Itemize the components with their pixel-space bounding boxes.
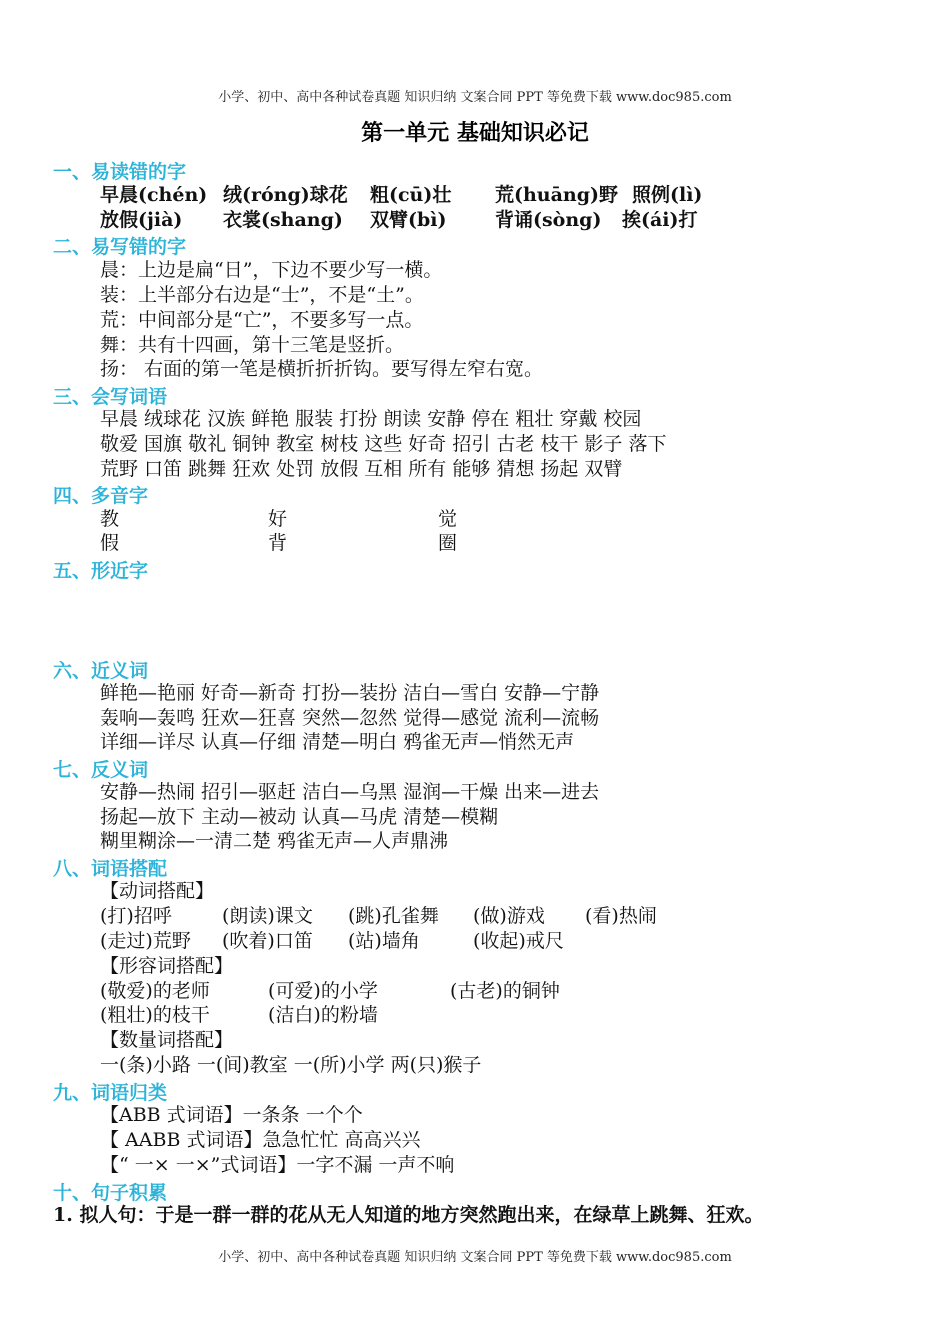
- section-heading-7: 七、反义词: [53, 759, 149, 781]
- text-line: 荒野 口笛 跳舞 狂欢 处罚 放假 互相 所有 能够 猜想 扬起 双臂: [100, 458, 623, 480]
- text-line: 装：上半部分右边是“士”，不是“土”。: [100, 284, 424, 306]
- text-line: 一(条)小路 一(间)教室 一(所)小学 两(只)猴子: [100, 1054, 482, 1076]
- text-line: 早晨 绒球花 汉族 鲜艳 服装 打扮 朗读 安静 停在 粗壮 穿戴 校园: [100, 408, 642, 430]
- text-line: 舞：共有十四画，第十三笔是竖折。: [100, 334, 405, 356]
- collocation-item: (敬爱)的老师: [100, 980, 210, 1002]
- collocation-item: (收起)戒尺: [473, 930, 564, 952]
- word-item: 背诵(sòng): [495, 209, 602, 231]
- section-heading-6: 六、近义词: [53, 660, 149, 682]
- section-heading-5: 五、形近字: [53, 560, 149, 582]
- collocation-item: (走过)荒野: [100, 930, 191, 952]
- collocation-item: (可爱)的小学: [268, 980, 378, 1002]
- section-heading-1: 一、易读错的字: [53, 161, 187, 183]
- page-footer: 小学、初中、高中各种试卷真题 知识归纳 文案合同 PPT 等免费下载 www.doc985.com: [218, 1250, 732, 1265]
- page-title: 第一单元 基础知识必记: [361, 121, 589, 146]
- text-line: 【ABB 式词语】一条条 一个个: [100, 1104, 363, 1126]
- collocation-item: (古老)的铜钟: [450, 980, 560, 1002]
- sentence-line: 1. 拟人句：于是一群一群的花从无人知道的地方突然跑出来，在绿草上跳舞、狂欢。: [53, 1204, 764, 1226]
- word-item: 早晨(chén): [100, 184, 208, 206]
- page-header: 小学、初中、高中各种试卷真题 知识归纳 文案合同 PPT 等免费下载 www.doc985.com: [218, 90, 732, 105]
- collocation-item: (站)墙角: [348, 930, 420, 952]
- polyphone-char: 圈: [438, 532, 458, 554]
- polyphone-char: 好: [268, 508, 288, 530]
- word-item: 双臂(bì): [370, 209, 447, 231]
- word-item: 挨(ái)打: [622, 209, 698, 231]
- section-heading-9: 九、词语归类: [53, 1082, 168, 1104]
- text-line: 详细—详尽 认真—仔细 清楚—明白 鸦雀无声—悄然无声: [100, 731, 575, 753]
- polyphone-char: 教: [100, 508, 120, 530]
- text-line: 扬： 右面的第一笔是横折折折钩。要写得左窄右宽。: [100, 358, 544, 380]
- word-item: 荒(huāng)野: [495, 184, 619, 206]
- text-line: 扬起—放下 主动—被动 认真—马虎 清楚—模糊: [100, 806, 499, 828]
- collocation-item: (吹着)口笛: [222, 930, 313, 952]
- word-item: 粗(cū)壮: [370, 184, 452, 206]
- text-line: 荒：中间部分是“亡”，不要多写一点。: [100, 309, 424, 331]
- word-item: 放假(jià): [100, 209, 183, 231]
- section-heading-4: 四、多音字: [53, 485, 149, 507]
- text-line: 晨：上边是扁“日”，下边不要少写一横。: [100, 259, 443, 281]
- text-line: 【“ 一× 一×”式词语】一字不漏 一声不响: [100, 1154, 455, 1176]
- polyphone-char: 假: [100, 532, 120, 554]
- word-item: 绒(róng)球花: [223, 184, 348, 206]
- subheading-adjective: 【形容词搭配】: [100, 955, 234, 977]
- collocation-item: (打)招呼: [100, 905, 172, 927]
- polyphone-char: 觉: [438, 508, 458, 530]
- section-heading-3: 三、会写词语: [53, 386, 168, 408]
- collocation-item: (跳)孔雀舞: [348, 905, 439, 927]
- text-line: 安静—热闹 招引—驱赶 洁白—乌黑 湿润—干燥 出来—进去: [100, 781, 600, 803]
- subheading-quantifier: 【数量词搭配】: [100, 1029, 234, 1051]
- collocation-item: (洁白)的粉墙: [268, 1004, 378, 1026]
- text-line: 鲜艳—艳丽 好奇—新奇 打扮—装扮 洁白—雪白 安静—宁静: [100, 682, 600, 704]
- word-item: 照例(lì): [632, 184, 703, 206]
- collocation-item: (做)游戏: [473, 905, 545, 927]
- section-heading-2: 二、易写错的字: [53, 236, 187, 258]
- text-line: 糊里糊涂—一清二楚 鸦雀无声—人声鼎沸: [100, 830, 449, 852]
- text-line: 敬爱 国旗 敬礼 铜钟 教室 树枝 这些 好奇 招引 古老 枝干 影子 落下: [100, 433, 667, 455]
- word-item: 衣裳(shang): [223, 209, 343, 231]
- section-heading-8: 八、词语搭配: [53, 858, 168, 880]
- section-heading-10: 十、句子积累: [53, 1182, 168, 1204]
- text-line: 【 AABB 式词语】急急忙忙 高高兴兴: [100, 1129, 421, 1151]
- collocation-item: (粗壮)的枝干: [100, 1004, 210, 1026]
- subheading-verb: 【动词搭配】: [100, 880, 215, 902]
- collocation-item: (朗读)课文: [222, 905, 313, 927]
- text-line: 轰响—轰鸣 狂欢—狂喜 突然—忽然 觉得—感觉 流利—流畅: [100, 707, 600, 729]
- polyphone-char: 背: [268, 532, 288, 554]
- collocation-item: (看)热闹: [585, 905, 657, 927]
